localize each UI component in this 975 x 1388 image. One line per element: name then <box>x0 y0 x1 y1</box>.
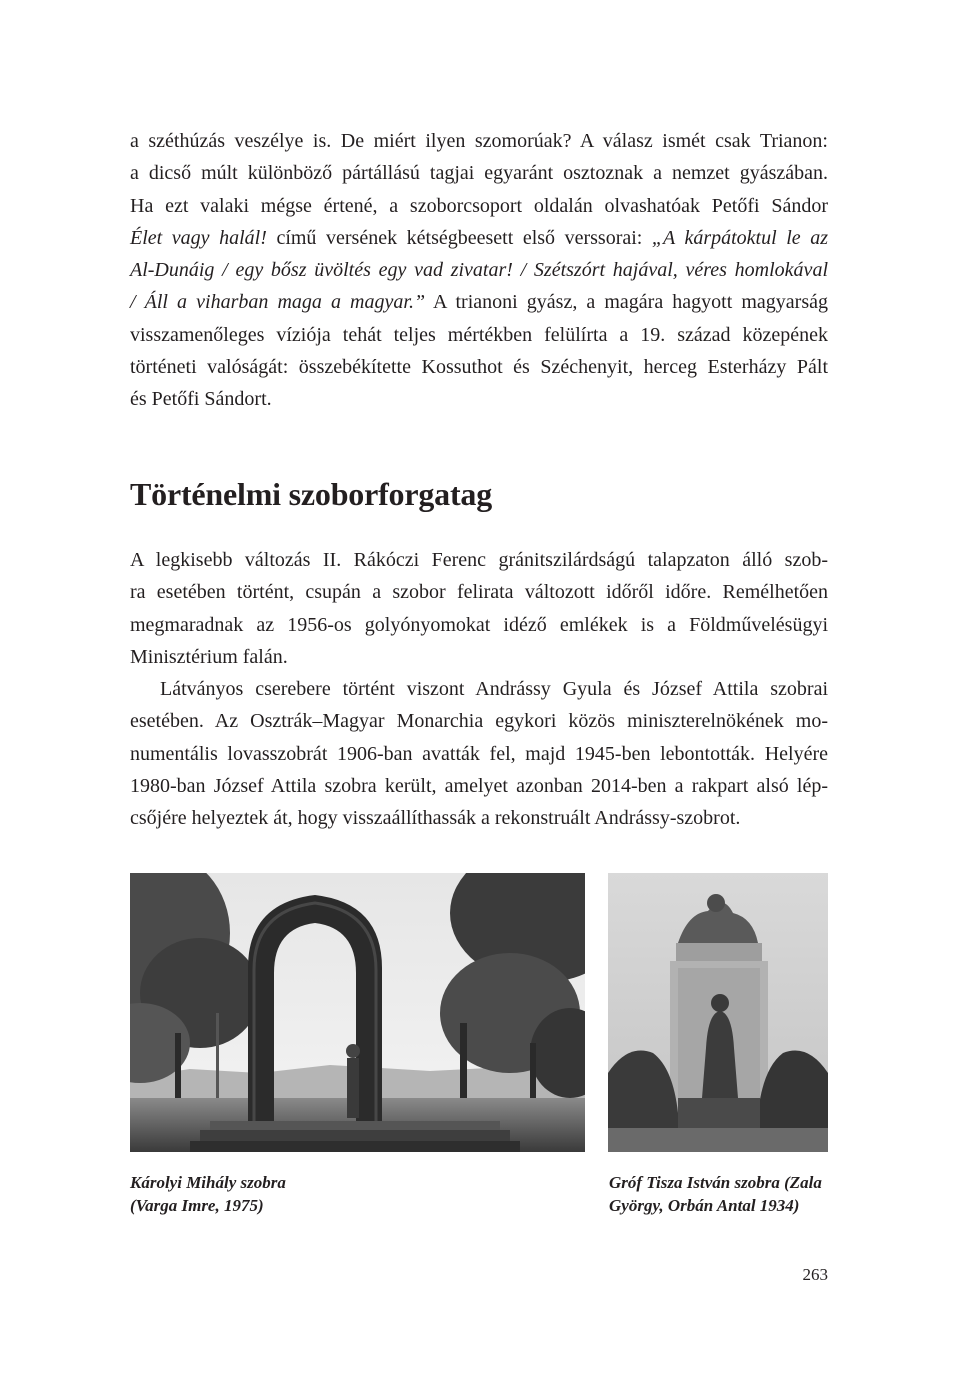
poem-quote: „A kárpátoktul le az <box>651 226 829 249</box>
text-span: című versének kétségbeesett első verssorai: <box>266 226 652 249</box>
text-line: Látványos cserebere történt viszont Andrássy Gyula és József Attila szobrai <box>160 678 828 700</box>
page-number: 263 <box>802 1265 828 1284</box>
caption-line: Gróf Tisza István szobra (Zala <box>609 1173 822 1192</box>
text-line: történeti valóságát: összebékítette Kossuthot és Széchenyit, herceg Esterházy Pált <box>130 356 828 379</box>
text-line: ra esetében történt, csupán a szobor felirata változott időről időre. Remélhetően <box>130 581 828 604</box>
text-line: és Petőfi Sándort. <box>130 388 272 411</box>
text-line: megmaradnak az 1956-os golyónyomokat idéző emlékek is a Földművelésügyi <box>130 613 828 636</box>
paragraph-rakoczi <box>130 544 828 673</box>
text-line: visszamenőleges víziója tehát teljes mértékben felülírta a 19. század közepének <box>130 323 828 346</box>
text-line: A legkisebb változás II. Rákóczi Ferenc gránitszilárdságú talapzaton álló szob- <box>130 549 828 571</box>
text-line: Ha ezt valaki mégse értené, a szoborcsoport oldalán olvashatóak Petőfi Sándor <box>130 194 828 217</box>
text-line: csőjére helyeztek át, hogy visszaállíthassák a rekonstruált Andrássy-szobrot. <box>130 807 741 830</box>
tisza-monument-image <box>608 873 828 1152</box>
caption-line: Károlyi Mihály szobra <box>130 1173 286 1192</box>
text-line: a dicső múlt különböző pártállású tagjai egyaránt osztoznak a nemzet gyászában. <box>130 162 828 185</box>
karolyi-statue-photo <box>130 873 585 1152</box>
caption-line: (Varga Imre, 1975) <box>130 1196 264 1215</box>
text-line: esetében. Az Osztrák–Magyar Monarchia egykori közös miniszterelnökének mo- <box>130 710 828 733</box>
text-line <box>130 286 828 318</box>
paragraph-andrassy <box>130 673 828 834</box>
poem-quote: / Áll a viharban maga a magyar.” <box>130 291 426 314</box>
text-line: numentális lovasszobrát 1906-ban avatták fel, majd 1945-ben lebontották. Helyére <box>130 742 828 765</box>
text-line <box>130 222 828 254</box>
arch-monument-image <box>130 873 585 1152</box>
caption-karolyi <box>130 1171 286 1217</box>
caption-line: György, Orbán Antal 1934) <box>609 1196 800 1215</box>
text-line: Minisztérium falán. <box>130 645 288 668</box>
tisza-statue-photo <box>608 873 828 1152</box>
paragraph-petofi <box>130 125 828 416</box>
poem-title: Élet vagy halál! <box>130 226 267 249</box>
text-line: a széthúzás veszélye is. De miért ilyen szomorúak? A válasz ismét csak Trianon: <box>130 130 828 152</box>
text-line: 1980-ban József Attila szobra került, amelyet azonban 2014-ben a rakpart alsó lép- <box>130 774 828 797</box>
poem-quote-line: Al-Dunáig / egy bősz üvöltés egy vad zivatar! / Szétszórt hajával, véres homlokával <box>130 259 828 282</box>
text-span: A trianoni gyász, a magára hagyott magyarság <box>425 291 829 314</box>
caption-tisza <box>609 1171 822 1217</box>
section-heading: Történelmi szoborforgatag <box>130 476 493 512</box>
